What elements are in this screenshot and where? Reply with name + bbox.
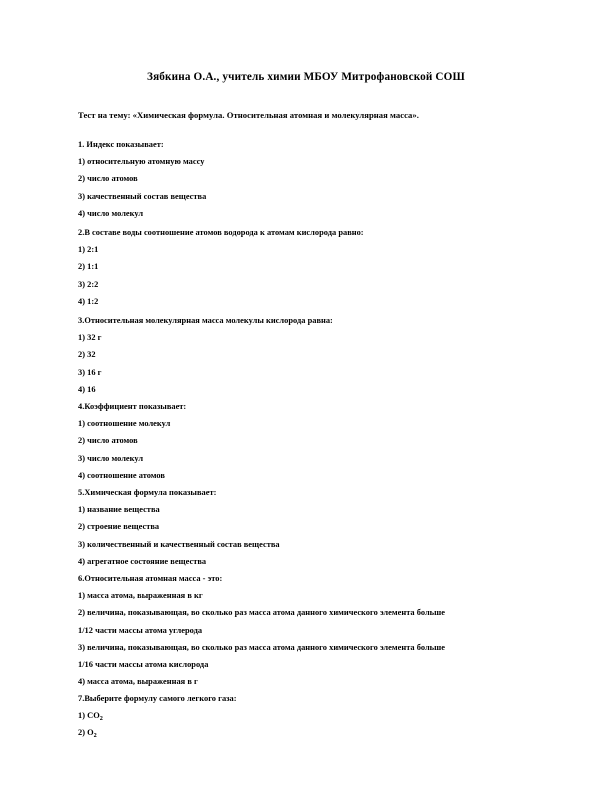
question-4-option-2: 2) число атомов: [78, 436, 138, 446]
question-5-option-2: 2) строение вещества: [78, 522, 160, 532]
question-6-option-1: 1) масса атома, выраженная в кг: [78, 591, 203, 601]
question-block-2: [78, 224, 578, 310]
question-stem-3: 3.Относительная молекулярная масса молекулы кислорода равна:: [78, 316, 333, 325]
question-3-option-3: 3) 16 г: [78, 367, 102, 377]
question-block-6: [78, 570, 578, 690]
question-stem-1: 1. Индекс показывает:: [78, 140, 164, 149]
question-4-option-1: 1) соотношение молекул: [78, 419, 171, 429]
question-block-7: [78, 690, 578, 742]
question-5-option-1: 1) название вещества: [78, 505, 160, 515]
question-3-option-2: 2) 32: [78, 350, 96, 360]
question-block-4: [78, 398, 578, 484]
question-2-option-3: 3) 2:2: [78, 279, 99, 289]
question-block-5: [78, 484, 578, 570]
question-1-option-2: 2) число атомов: [78, 174, 138, 184]
question-5-option-4: 4) агрегатное состояние вещества: [78, 556, 207, 566]
question-4-option-4: 4) соотношение атомов: [78, 470, 165, 480]
question-6-option-4: 4) масса атома, выраженная в г: [78, 677, 198, 687]
question-3-option-1: 1) 32 г: [78, 333, 102, 343]
page-title: Зябкина О.А., учитель химии МБОУ Митрофановской СОШ: [147, 71, 465, 83]
question-3-option-4: 4) 16: [78, 384, 96, 394]
question-stem-5: 5.Химическая формула показывает:: [78, 488, 217, 497]
question-7-option-2: 2) $O_2$: [78, 728, 97, 740]
question-1-option-3: 3) качественный состав вещества: [78, 191, 207, 201]
question-6-option-2: 2) величина, показывающая, во сколько раз масса атома данного химического элемента больше: [78, 608, 445, 618]
question-7-option-1: 1) $CO_2$: [78, 711, 103, 723]
question-1-option-1: 1) относительную атомную массу: [78, 157, 205, 167]
question-5-option-3: 3) количественный и качественный состав вещества: [78, 539, 280, 549]
question-2-option-4: 4) 1:2: [78, 296, 99, 306]
question-2-option-2: 2) 1:1: [78, 262, 99, 272]
question-stem-6: 6.Относительная атомная масса - это:: [78, 574, 223, 583]
question-6-option-3: 3) величина, показывающая, во сколько раз масса атома данного химического элемента больше: [78, 642, 445, 652]
question-stem-2: 2.В составе воды соотношение атомов водорода к атомам кислорода равно:: [78, 228, 364, 237]
question-6-option-2-cont: 1/12 части массы атома углерода: [78, 625, 203, 635]
question-2-option-1: 1) 2:1: [78, 245, 99, 255]
question-1-option-4: 4) число молекул: [78, 208, 144, 218]
question-stem-7: 7.Выберите формулу самого легкого газа:: [78, 694, 237, 703]
test-subtitle: Тест на тему: «Химическая формула. Относительная атомная и молекулярная масса».: [78, 110, 419, 120]
question-block-3: [78, 312, 578, 398]
question-stem-4: 4.Коэффициент показывает:: [78, 402, 187, 411]
question-4-option-3: 3) число молекул: [78, 453, 144, 463]
question-6-option-3-cont: 1/16 части массы атома кислорода: [78, 659, 209, 669]
question-block-1: [78, 136, 578, 222]
